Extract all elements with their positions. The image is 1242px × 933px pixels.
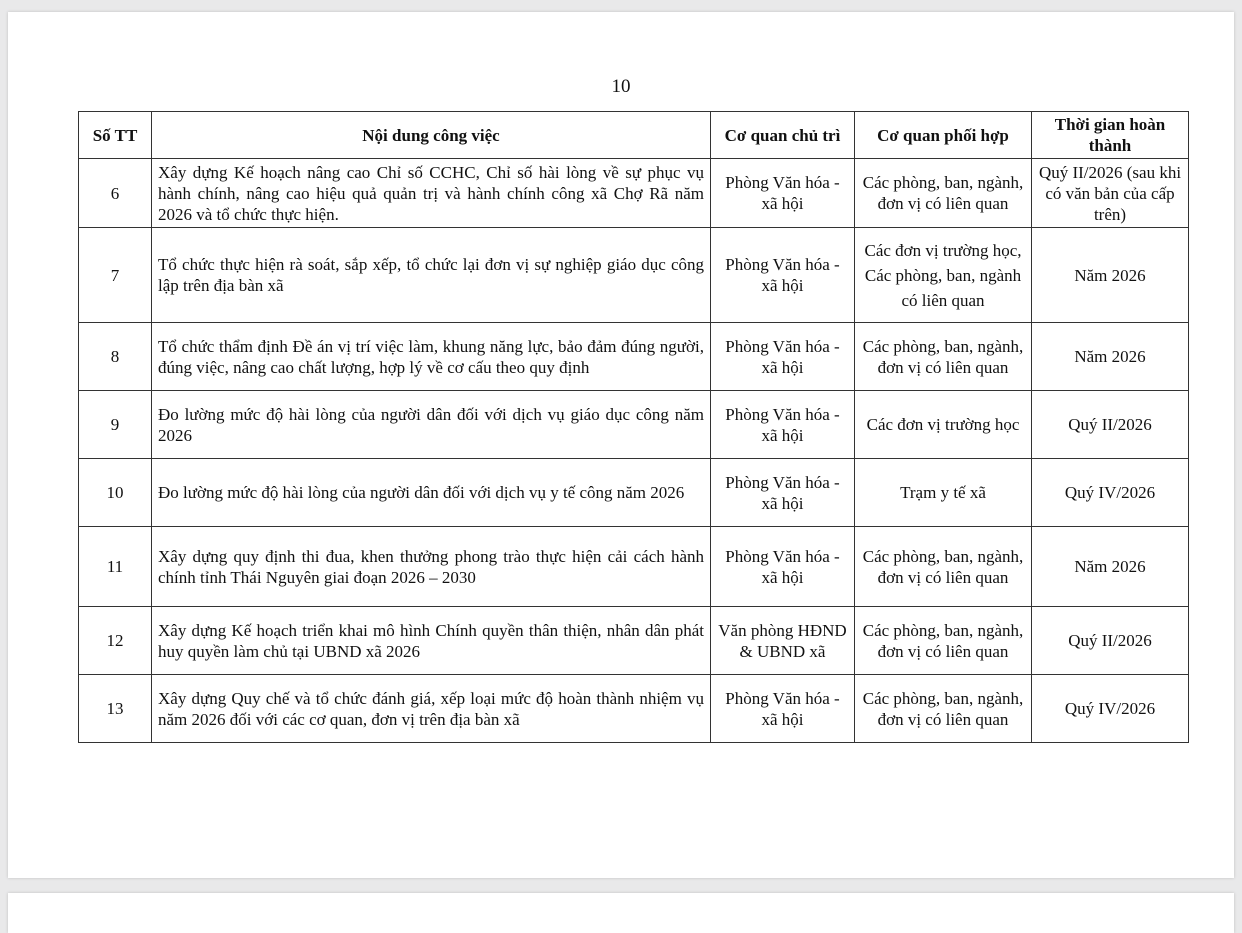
row-content: Xây dựng quy định thi đua, khen thưởng phong trào thực hiện cải cách hành chính tỉnh Thái Nguyên giai đoạn 2026 – 2030 xyxy=(152,527,711,607)
row-number: 6 xyxy=(79,159,152,228)
row-number: 8 xyxy=(79,323,152,391)
table-row xyxy=(79,527,1189,607)
row-coordinating-agency: Các phòng, ban, ngành, đơn vị có liên quan xyxy=(855,323,1032,391)
row-completion-time: Quý II/2026 (sau khi có văn bản của cấp trên) xyxy=(1032,159,1189,228)
row-lead-agency: Phòng Văn hóa - xã hội xyxy=(711,675,855,743)
row-content: Tổ chức thực hiện rà soát, sắp xếp, tổ chức lại đơn vị sự nghiệp giáo dục công lập trên địa bàn xã xyxy=(152,228,711,323)
row-lead-agency: Văn phòng HĐND & UBND xã xyxy=(711,607,855,675)
header-lead-agency: Cơ quan chủ trì xyxy=(711,112,855,159)
table-row xyxy=(79,391,1189,459)
row-content: Tổ chức thẩm định Đề án vị trí việc làm, khung năng lực, bảo đảm đúng người, đúng việc, nâng cao chất lượng, hợp lý về cơ cấu theo quy định xyxy=(152,323,711,391)
row-lead-agency: Phòng Văn hóa - xã hội xyxy=(711,391,855,459)
row-content: Xây dựng Quy chế và tổ chức đánh giá, xếp loại mức độ hoàn thành nhiệm vụ năm 2026 đối với các cơ quan, đơn vị trên địa bàn xã xyxy=(152,675,711,743)
row-number: 10 xyxy=(79,459,152,527)
row-completion-time: Quý IV/2026 xyxy=(1032,459,1189,527)
row-lead-agency: Phòng Văn hóa - xã hội xyxy=(711,459,855,527)
header-content: Nội dung công việc xyxy=(152,112,711,159)
row-content: Xây dựng Kế hoạch triển khai mô hình Chính quyền thân thiện, nhân dân phát huy quyền làm chủ tại UBND xã 2026 xyxy=(152,607,711,675)
row-completion-time: Năm 2026 xyxy=(1032,527,1189,607)
row-content: Xây dựng Kế hoạch nâng cao Chỉ số CCHC, Chỉ số hài lòng về sự phục vụ hành chính, nâng cao hiệu quả quản trị và hành chính công xã Chợ Rã năm 2026 và tổ chức thực hiện. xyxy=(152,159,711,228)
next-page-edge xyxy=(8,893,1234,933)
row-coordinating-agency: Trạm y tế xã xyxy=(855,459,1032,527)
row-completion-time: Quý II/2026 xyxy=(1032,607,1189,675)
row-completion-time: Quý IV/2026 xyxy=(1032,675,1189,743)
row-number: 7 xyxy=(79,228,152,323)
row-completion-time: Quý II/2026 xyxy=(1032,391,1189,459)
row-completion-time: Năm 2026 xyxy=(1032,323,1189,391)
row-lead-agency: Phòng Văn hóa - xã hội xyxy=(711,323,855,391)
document-page xyxy=(8,12,1234,878)
page-number: 10 xyxy=(611,76,631,97)
table-header-row xyxy=(79,112,1189,159)
row-coordinating-agency: Các phòng, ban, ngành, đơn vị có liên quan xyxy=(855,675,1032,743)
row-coordinating-agency: Các phòng, ban, ngành, đơn vị có liên quan xyxy=(855,527,1032,607)
row-number: 11 xyxy=(79,527,152,607)
task-table xyxy=(78,111,1189,743)
row-number: 12 xyxy=(79,607,152,675)
table-row xyxy=(79,159,1189,228)
header-number: Số TT xyxy=(79,112,152,159)
row-number: 9 xyxy=(79,391,152,459)
table-row xyxy=(79,675,1189,743)
table-row xyxy=(79,228,1189,323)
row-lead-agency: Phòng Văn hóa - xã hội xyxy=(711,228,855,323)
row-coordinating-agency: Các đơn vị trường học xyxy=(855,391,1032,459)
row-number: 13 xyxy=(79,675,152,743)
table-row xyxy=(79,459,1189,527)
row-coordinating-agency: Các đơn vị trường học, Các phòng, ban, ngành có liên quan xyxy=(855,228,1032,323)
table-row xyxy=(79,607,1189,675)
row-content: Đo lường mức độ hài lòng của người dân đối với dịch vụ giáo dục công năm 2026 xyxy=(152,391,711,459)
row-lead-agency: Phòng Văn hóa - xã hội xyxy=(711,527,855,607)
header-coordinating-agency: Cơ quan phối hợp xyxy=(855,112,1032,159)
row-coordinating-agency: Các phòng, ban, ngành, đơn vị có liên quan xyxy=(855,607,1032,675)
row-completion-time: Năm 2026 xyxy=(1032,228,1189,323)
row-coordinating-agency: Các phòng, ban, ngành, đơn vị có liên quan xyxy=(855,159,1032,228)
row-content: Đo lường mức độ hài lòng của người dân đối với dịch vụ y tế công năm 2026 xyxy=(152,459,711,527)
table-row xyxy=(79,323,1189,391)
row-lead-agency: Phòng Văn hóa - xã hội xyxy=(711,159,855,228)
header-completion-time: Thời gian hoàn thành xyxy=(1032,112,1189,159)
